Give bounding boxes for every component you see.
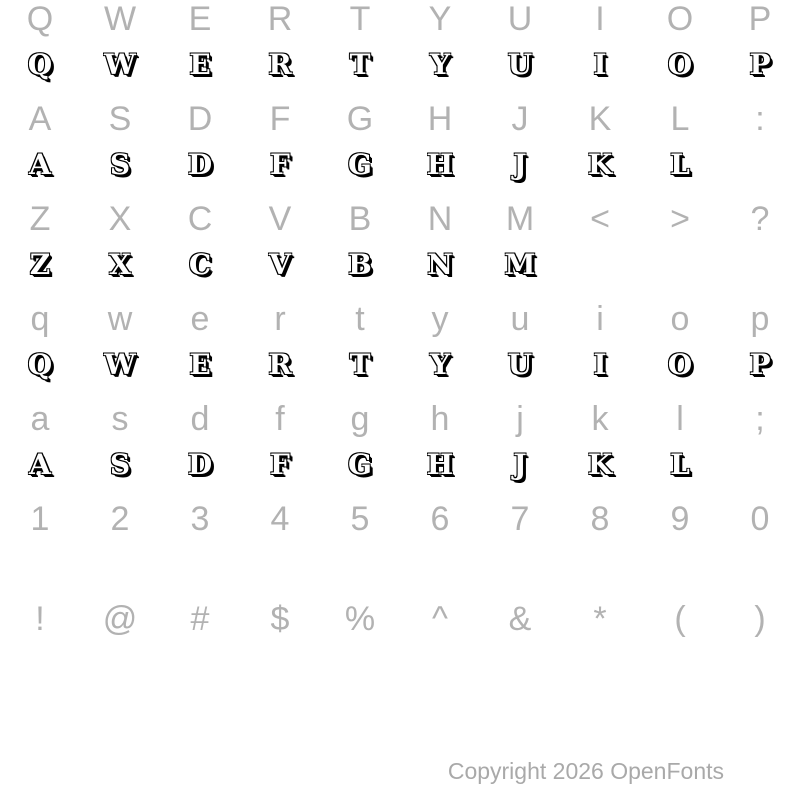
rendered-glyph: J [513,448,527,481]
reference-character: M [505,200,535,238]
rendered-glyph: J [513,148,527,181]
reference-character: I [595,0,605,38]
reference-character: o [670,300,690,338]
reference-character: k [591,400,609,438]
reference-character: j [516,400,524,438]
rendered-glyph: D [187,448,213,481]
reference-character: T [349,0,371,38]
rendered-glyph: R [268,48,292,81]
rendered-glyph: K [587,148,613,181]
reference-character: p [750,300,770,338]
rendered-glyph: W [104,348,136,381]
rendered-glyph: U [507,348,533,381]
reference-character: # [190,600,210,638]
rendered-glyph: I [593,48,607,81]
rendered-glyph: B [348,248,372,281]
rendered-glyph: O [667,48,693,81]
reference-character: A [28,100,52,138]
reference-character: 5 [350,500,370,538]
reference-character: V [268,200,292,238]
rendered-glyph: L [670,448,690,481]
rendered-glyph: N [427,248,453,281]
rendered-row-uppercase-home [0,138,800,192]
rendered-glyph: E [189,48,211,81]
reference-row-symbols [0,600,800,638]
glyph-row-pair-uppercase-top [0,0,800,100]
rendered-glyph: K [587,448,613,481]
glyph-row-pair-lowercase-home [0,400,800,500]
reference-character: K [588,100,612,138]
rendered-glyph: G [348,448,372,481]
reference-character: f [275,400,285,438]
rendered-glyph: I [593,348,607,381]
reference-row-digits [0,500,800,538]
reference-character: r [274,300,286,338]
reference-row-uppercase-bottom [0,200,800,238]
reference-character: Y [428,0,452,38]
rendered-glyph: H [426,148,454,181]
rendered-glyph: P [749,48,771,81]
reference-character: S [108,100,132,138]
reference-character: @ [102,600,138,638]
rendered-glyph: T [349,48,371,81]
rendered-glyph: O [667,348,693,381]
rendered-glyph: X [109,248,131,281]
reference-character: 8 [590,500,610,538]
rendered-glyph: E [189,348,211,381]
reference-character: 9 [670,500,690,538]
reference-character: G [346,100,374,138]
rendered-glyph: M [504,248,536,281]
reference-character: & [508,600,532,638]
rendered-glyph: Q [27,48,53,81]
reference-character: H [427,100,453,138]
reference-character: t [355,300,365,338]
reference-character: 1 [30,500,50,538]
reference-character: i [596,300,604,338]
rendered-glyph: Q [27,348,53,381]
reference-character: E [188,0,212,38]
rendered-row-lowercase-top [0,338,800,392]
reference-character: ? [750,200,770,238]
reference-character: B [348,200,372,238]
reference-character: ; [755,400,765,438]
reference-character: U [507,0,533,38]
rendered-row-uppercase-bottom [0,238,800,292]
reference-character: : [755,100,765,138]
reference-character: l [676,400,684,438]
glyph-row-pair-uppercase-home [0,100,800,200]
reference-character: < [590,200,610,238]
reference-character: ) [754,600,766,638]
rendered-row-lowercase-home [0,438,800,492]
reference-character: u [510,300,530,338]
glyph-row-pair-uppercase-bottom [0,200,800,300]
rendered-glyph: A [29,148,51,181]
rendered-glyph: F [270,148,290,181]
reference-character: 3 [190,500,210,538]
rendered-glyph: C [188,248,212,281]
rendered-glyph: V [269,248,291,281]
rendered-glyph: G [348,148,372,181]
reference-character: Q [26,0,54,38]
rendered-glyph: Z [29,248,51,281]
reference-character: 7 [510,500,530,538]
rendered-glyph: L [670,148,690,181]
rendered-glyph: R [268,348,292,381]
reference-character: q [30,300,50,338]
reference-character: h [430,400,450,438]
reference-character: N [427,200,453,238]
reference-character: d [190,400,210,438]
reference-character: 4 [270,500,290,538]
copyright-text: Copyright 2026 OpenFonts [447,758,724,784]
reference-character: 0 [750,500,770,538]
glyph-row-pair-digits [0,500,800,600]
reference-character: % [344,600,376,638]
glyph-row-pair-symbols [0,600,800,700]
rendered-glyph: T [349,348,371,381]
rendered-glyph: Y [430,48,450,81]
rendered-glyph: W [104,48,136,81]
reference-character: $ [270,600,290,638]
reference-character: P [748,0,772,38]
rendered-glyph: H [426,448,454,481]
rendered-glyph: F [270,448,290,481]
reference-character: * [593,600,607,638]
reference-row-lowercase-top [0,300,800,338]
reference-row-lowercase-home [0,400,800,438]
rendered-glyph: D [187,148,213,181]
rendered-glyph: P [749,348,771,381]
rendered-row-uppercase-top [0,38,800,92]
reference-row-uppercase-home [0,100,800,138]
reference-character: Z [29,200,51,238]
reference-character: O [666,0,694,38]
reference-character: ^ [432,600,448,638]
reference-character: > [670,200,690,238]
reference-character: R [267,0,293,38]
rendered-row-digits [0,538,800,592]
glyph-row-pair-lowercase-top [0,300,800,400]
reference-character: J [511,100,529,138]
reference-character: e [190,300,210,338]
rendered-glyph: Y [430,348,450,381]
reference-character: g [350,400,370,438]
reference-character: ! [35,600,45,638]
reference-character: X [108,200,132,238]
reference-character: W [103,0,137,38]
reference-character: a [30,400,50,438]
rendered-glyph: A [29,448,51,481]
rendered-row-symbols [0,638,800,692]
reference-character: C [187,200,213,238]
rendered-glyph: U [507,48,533,81]
reference-character: D [187,100,213,138]
reference-character: 2 [110,500,130,538]
reference-character: ( [674,600,686,638]
reference-character: y [431,300,449,338]
reference-character: 6 [430,500,450,538]
rendered-glyph: S [109,448,131,481]
rendered-glyph: S [109,148,131,181]
reference-character: F [269,100,291,138]
reference-character: s [111,400,129,438]
reference-row-uppercase-top [0,0,800,38]
reference-character: L [670,100,690,138]
reference-character: w [107,300,133,338]
